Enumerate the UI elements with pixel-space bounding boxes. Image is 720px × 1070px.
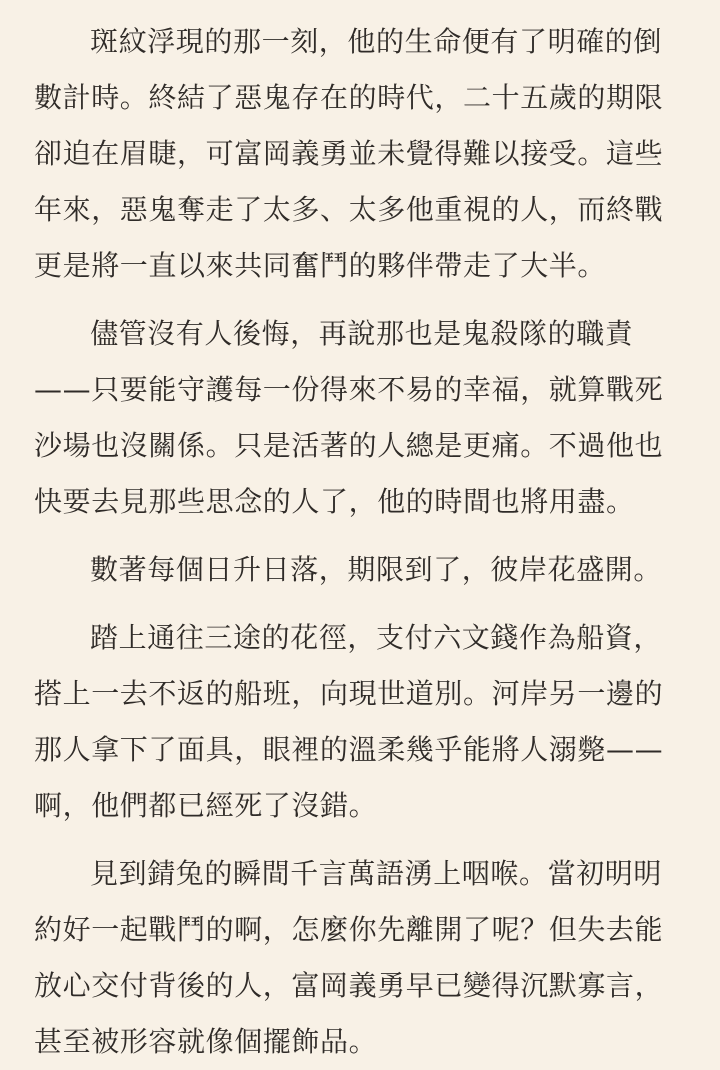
- paragraph: 踏上通往三途的花徑，支付六文錢作為船資，搭上一去不返的船班，向現世道別。河岸另一邊的那人拿下了面具，眼裡的溫柔幾乎能將人溺斃——啊，他們都已經死了沒錯。: [34, 621, 664, 822]
- paragraph: 儘管沒有人後悔，再說那也是鬼殺隊的職責——只要能守護每一份得來不易的幸福，就算戰死沙場也沒關係。只是活著的人總是更痛。不過他也快要去見那些思念的人了，他的時間也將用盡。: [34, 317, 664, 518]
- paragraph: 斑紋浮現的那一刻，他的生命便有了明確的倒數計時。終結了惡鬼存在的時代，二十五歲的期限卻迫在眉睫，可富岡義勇並未覺得難以接受。這些年來，惡鬼奪走了太多、太多他重視的人，而終戰更是將一直以來共同奮鬥的夥伴帶走了大半。: [34, 25, 664, 282]
- paragraph: 數著每個日升日落，期限到了，彼岸花盛開。: [90, 553, 663, 586]
- paragraph: 見到錆兔的瞬間千言萬語湧上咽喉。當初明明約好一起戰鬥的啊，怎麼你先離開了呢？但失去能放心交付背後的人，富岡義勇早已變得沉默寡言，甚至被形容就像個擺飾品。: [34, 857, 664, 1058]
